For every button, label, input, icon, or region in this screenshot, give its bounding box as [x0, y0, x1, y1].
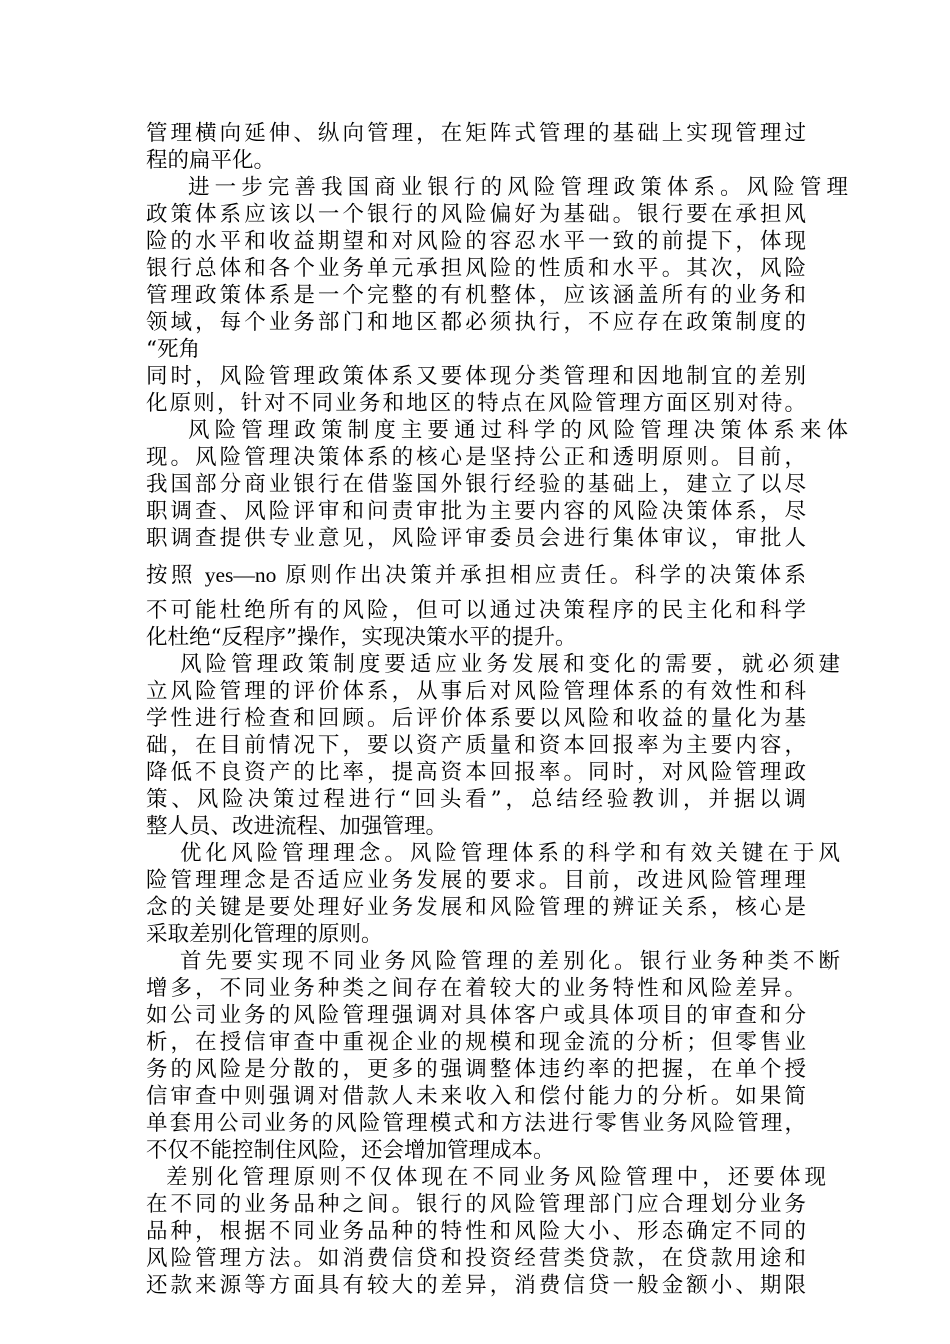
body-text-line: 降低不良资产的比率，提高资本回报率。同时，对风险管理政	[146, 760, 806, 785]
body-text-line: 职调查、风险评审和问责审批为主要内容的风险决策体系，尽	[146, 499, 806, 524]
body-text-line: 不可能杜绝所有的风险，但可以通过决策程序的民主化和科学	[146, 598, 806, 623]
paragraph-first-line: 风险管理政策制度要适应业务发展和变化的需要，就必须建	[180, 652, 840, 677]
body-text-line: 化杜绝“反程序”操作，实现决策水平的提升。	[146, 625, 577, 650]
body-text-line: 按照 yes—no 原则作出决策并承担相应责任。科学的决策体系	[146, 563, 806, 587]
body-text-line: 单套用公司业务的风险管理模式和方法进行零售业务风险管理，	[146, 1111, 806, 1136]
body-text-line: 策、风险决策过程进行“回头看”，总结经验教训，并据以调	[146, 787, 806, 812]
body-text-line: 职调查提供专业意见，风险评审委员会进行集体审议，审批人	[146, 526, 806, 551]
body-text-line: 学性进行检查和回顾。后评价体系要以风险和收益的量化为基	[146, 706, 806, 731]
body-text-line: 信审查中则强调对借款人未来收入和偿付能力的分析。如果简	[146, 1084, 806, 1109]
body-text-line: 领域，每个业务部门和地区都必须执行，不应存在政策制度的	[146, 310, 806, 335]
body-text-line: 银行总体和各个业务单元承担风险的性质和水平。其次，风险	[146, 256, 806, 281]
body-text-line: 政策体系应该以一个银行的风险偏好为基础。银行要在承担风	[146, 202, 806, 227]
paragraph-first-line: 进一步完善我国商业银行的风险管理政策体系。风险管理	[188, 175, 848, 200]
body-text-line: 立风险管理的评价体系，从事后对风险管理体系的有效性和科	[146, 679, 806, 704]
paragraph-first-line: 首先要实现不同业务风险管理的差别化。银行业务种类不断	[180, 949, 840, 974]
body-text-line: 险管理理念是否适应业务发展的要求。目前，改进风险管理理	[146, 868, 806, 893]
body-text-line: 同时，风险管理政策体系又要体现分类管理和因地制宜的差别	[146, 364, 806, 389]
body-text-line: 础，在目前情况下，要以资产质量和资本回报率为主要内容，	[146, 733, 806, 758]
body-text-line: 我国部分商业银行在借鉴国外银行经验的基础上，建立了以尽	[146, 472, 806, 497]
body-text-line: 程的扁平化。	[146, 148, 276, 173]
body-text-line: “死角	[146, 337, 200, 362]
body-text-line: 管理政策体系是一个完整的有机整体，应该涵盖所有的业务和	[146, 283, 806, 308]
body-text-line: 如公司业务的风险管理强调对具体客户或具体项目的审查和分	[146, 1003, 806, 1028]
paragraph-first-line: 优化风险管理理念。风险管理体系的科学和有效关键在于风	[180, 841, 840, 866]
body-text-line: 管理横向延伸、纵向管理，在矩阵式管理的基础上实现管理过	[146, 121, 806, 146]
body-text-line: 增多，不同业务种类之间存在着较大的业务特性和风险差异。	[146, 976, 806, 1001]
body-text-line: 化原则，针对不同业务和地区的特点在风险管理方面区别对待。	[146, 391, 806, 416]
body-text-line: 现。风险管理决策体系的核心是坚持公正和透明原则。目前，	[146, 445, 806, 470]
body-text-line: 析，在授信审查中重视企业的规模和现金流的分析；但零售业	[146, 1030, 806, 1055]
body-text-line: 不仅不能控制住风险，还会增加管理成本。	[146, 1138, 555, 1163]
paragraph-first-line: 差别化管理原则不仅体现在不同业务风险管理中，还要体现	[166, 1165, 826, 1190]
paragraph-first-line: 风险管理政策制度主要通过科学的风险管理决策体系来体	[188, 418, 848, 443]
body-text-line: 念的关键是要处理好业务发展和风险管理的辨证关系，核心是	[146, 895, 806, 920]
body-text-line: 还款来源等方面具有较大的差异，消费信贷一般金额小、期限	[146, 1273, 806, 1298]
body-text-line: 品种，根据不同业务品种的特性和风险大小、形态确定不同的	[146, 1219, 806, 1244]
body-text-line: 在不同的业务品种之间。银行的风险管理部门应合理划分业务	[146, 1192, 806, 1217]
body-text-line: 险的水平和收益期望和对风险的容忍水平一致的前提下，体现	[146, 229, 806, 254]
body-text-line: 整人员、改进流程、加强管理。	[146, 814, 448, 839]
body-text-line: 采取差别化管理的原则。	[146, 922, 383, 947]
body-text-line: 务的风险是分散的，更多的强调整体违约率的把握，在单个授	[146, 1057, 806, 1082]
body-text-line: 风险管理方法。如消费信贷和投资经营类贷款，在贷款用途和	[146, 1246, 806, 1271]
